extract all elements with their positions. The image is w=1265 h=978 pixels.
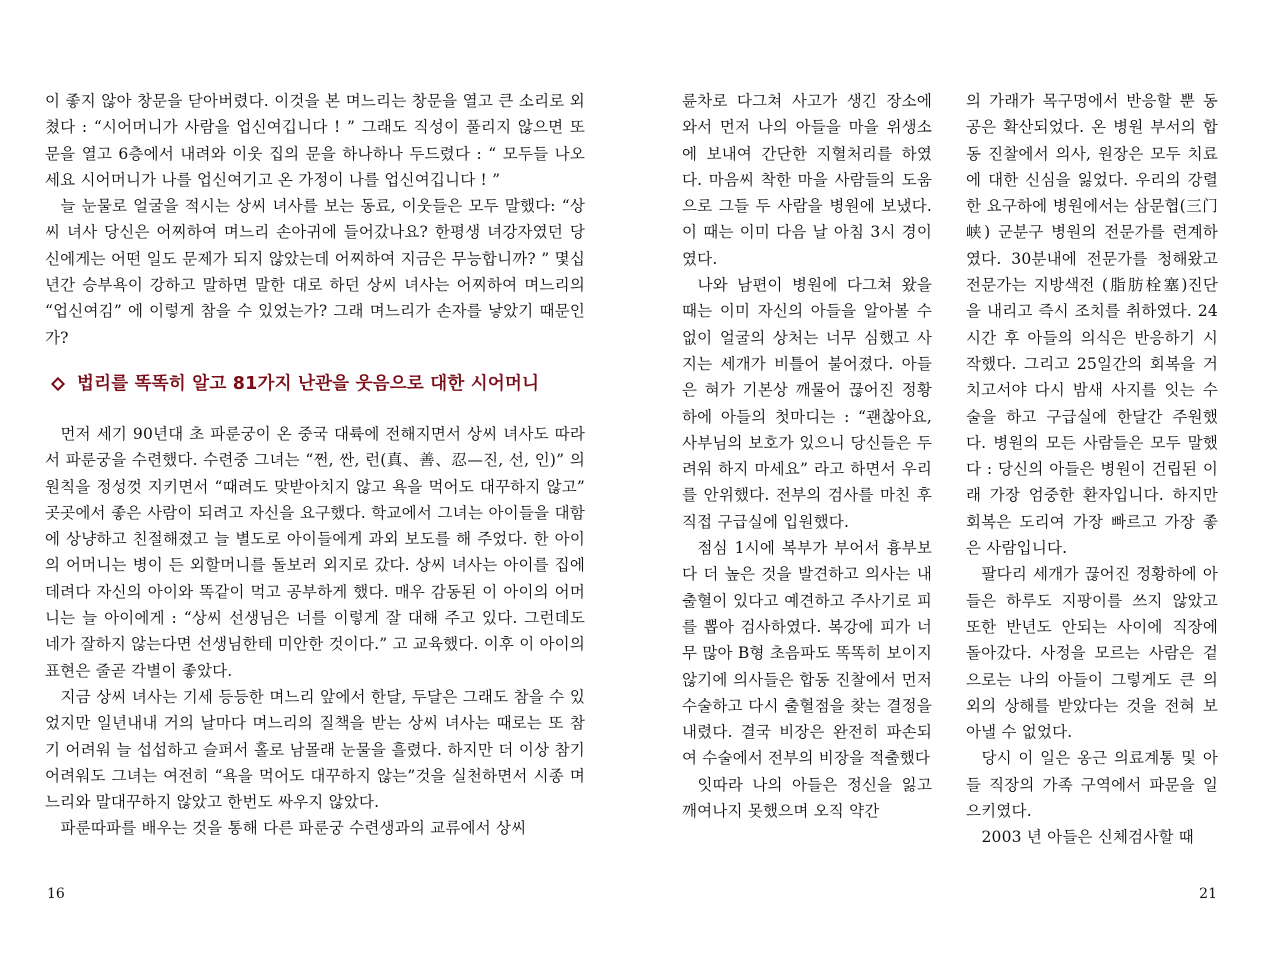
section-heading-text: 법리를 똑똑히 알고 81가지 난관을 웃음으로 대한 시어머니 bbox=[77, 373, 540, 394]
section-heading bbox=[45, 371, 585, 397]
right-page-column-1 bbox=[682, 88, 932, 824]
page-number-right: 21 bbox=[1199, 886, 1217, 902]
paragraph: 점심 1시에 복부가 부어서 흉부보다 더 높은 것을 발견하고 의사는 내출혈이 있다고 예견하고 주사기로 피를 뽑아 검사하였다. 복강에 피가 너무 많아 B형 초음파도 똑똑히 보이지 않기에 의사들은 합동 진찰에서 먼저 수술하고 다시 출혈점을 찾는 결정을 내렸다. 결국 비장은 완전히 파손되여 수술에서 전부의 비장을 적출했다 bbox=[682, 539, 932, 768]
paragraph: 파룬따파를 배우는 것을 통해 다른 파룬궁 수련생과의 교류에서 상씨 bbox=[60, 819, 527, 838]
paragraph: 지금 상씨 녀사는 기세 등등한 며느리 앞에서 한달, 두달은 그래도 참을 수 있었지만 일년내내 거의 날마다 며느리의 질책을 받는 상씨 녀사는 때로는 또 참기 어려워 늘 섭섭하고 슬퍼서 홀로 남몰래 눈물을 흘렸다. 하지만 더 이상 참기 어려워도 그녀는 여전히 “욕을 먹어도 대꾸하지 않는”것을 실천하면서 시종 며느리와 말대꾸하지 않았고 한번도 싸우지 않았다. bbox=[45, 687, 585, 812]
paragraph: 팔다리 세개가 끊어진 정황하에 아들은 하루도 지팡이를 쓰지 않았고 또한 반년도 안되는 사이에 직장에 돌아갔다. 사정을 모르는 사람은 겉으로는 나의 아들이 그렇게도 큰 의외의 상해를 받았다는 것을 전혀 보아낼 수 없었다. bbox=[966, 565, 1218, 742]
diamond-icon bbox=[51, 377, 65, 391]
paragraph: 먼저 세기 90년대 초 파룬궁이 온 중국 대륙에 전해지면서 상씨 녀사도 따라서 파룬궁을 수련했다. 수련중 그녀는 “쩐, 싼, 런(真、善、忍—진, 선, 인)” 의 원칙을 정성껏 지키면서 “때려도 맞받아치지 않고 욕을 먹어도 대꾸하지 않고” 곳곳에서 좋은 사람이 되려고 자신을 요구했다. 학교에서 그녀는 아이들을 대함에 상냥하고 친절해졌고 늘 별도로 아이들에게 과외 보도를 해 주었다. 한 아이의 어머니는 병이 든 외할머니를 돌보러 외지로 갔다. 상씨 녀사는 아이를 집에 데려다 자신의 아이와 똑같이 먹고 공부하게 했다. 매우 감동된 이 아이의 어머니는 늘 아이에게 : “상씨 선생님은 너를 이렇게 잘 대해 주고 있다. 그런데도 네가 잘하지 않는다면 선생님한테 미안한 것이다.” 고 교육했다. 이후 이 아이의 표현은 줄곧 각별이 좋았다. bbox=[45, 424, 586, 680]
paragraph: 잇따라 나의 아들은 정신을 잃고 깨여나지 못했으며 오직 약간 bbox=[682, 775, 932, 821]
paragraph: 의 가래가 목구멍에서 반응할 뿐 동공은 확산되었다. 온 병원 부서의 합동 진찰에서 의사, 원장은 모두 치료에 대한 신심을 잃었다. 우리의 강렬한 요구하에 병원에서는 삼문협(三门峡) 군분구 병원의 전문가를 련계하였다. 30분내에 전문가를 청해왔고 전문가는 지방색전 (脂肪栓塞)진단을 내리고 즉시 조치를 취하였다. 24시간 후 아들의 의식은 반응하기 시작했다. 그리고 25일간의 회복을 거치고서야 다시 밤새 사지를 잇는 수술을 하고 구급실에 한달간 주원했다. 병원의 모든 사람들은 모두 말했다 : 당신의 아들은 병원이 건립된 이래 가장 엄중한 환자입니다. 하지만 회복은 도리여 가장 빠르고 가장 좋은 사람입니다. bbox=[966, 92, 1218, 558]
paragraph: 늘 눈물로 얼굴을 적시는 상씨 녀사를 보는 동료, 이웃들은 모두 말했다: “상씨 녀사 당신은 어찌하여 며느리 손아귀에 들어갔나요? 한평생 녀강자였던 당신에게는 어떤 일도 문제가 되지 않았는데 어찌하여 지금은 무능합니까? ” 몇십년간 승부욕이 강하고 말하면 말한 대로 하던 상씨 녀사는 어찌하여 며느리의 “업신여김” 에 이렇게 참을 수 있었는가? 그래 며느리가 손자를 낳았기 때문인가? bbox=[45, 197, 585, 347]
right-page-column-2 bbox=[966, 88, 1218, 851]
paragraph: 당시 이 일은 옹근 의료계통 및 아들 직장의 가족 구역에서 파문을 일으키였다. bbox=[966, 749, 1218, 821]
paragraph: 륜차로 다그쳐 사고가 생긴 장소에 와서 먼저 나의 아들을 마을 위생소에 보내여 간단한 지혈처리를 하였다. 마음씨 착한 마을 사람들의 도움으로 그들 두 사람을 병원에 보냈다. 이 때는 이미 다음 날 아침 3시 경이였다. bbox=[682, 92, 932, 268]
paragraph: 이 좋지 않아 창문을 닫아버렸다. 이것을 본 며느리는 창문을 열고 큰 소리로 외쳤다 : “시어머니가 사람을 업신여깁니다 ! ” 그래도 직성이 풀리지 않으면 또 문을 열고 6층에서 내려와 이웃 집의 문을 하나하나 두드렸다 : “ 모두들 나오세요 시어머니가 나를 업신여기고 온 가정이 나를 업신여깁니다 ! ” bbox=[45, 92, 585, 189]
page-number-left: 16 bbox=[47, 886, 65, 902]
left-page-body bbox=[45, 88, 585, 842]
paragraph: 2003 년 아들은 신체검사할 때 bbox=[981, 828, 1194, 847]
paragraph: 나와 남편이 병원에 다그쳐 왔을 때는 이미 자신의 아들을 알아볼 수 없이 얼굴의 상처는 너무 심했고 사지는 세개가 비틀어 불어졌다. 아들은 혀가 기본상 깨물어 끊어진 정황하에 아들의 첫마디는 : “괜찮아요, 사부님의 보호가 있으니 당신들은 두려워 하지 마세요” 라고 하면서 우리를 안위했다. 전부의 검사를 마친 후 직접 구급실에 입원했다. bbox=[682, 276, 932, 531]
